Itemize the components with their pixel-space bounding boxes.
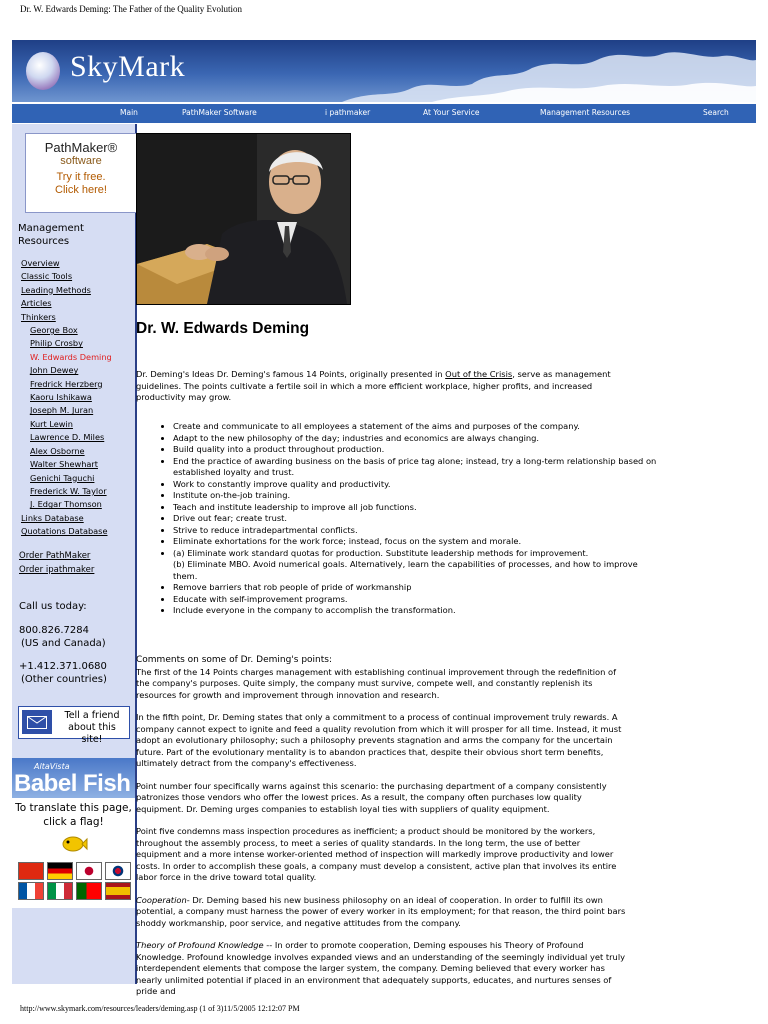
nav-management-resources[interactable]: Management Resources: [540, 108, 631, 117]
point-item: [173, 582, 661, 594]
sidebar-link-john-dewey[interactable]: John Dewey: [30, 365, 79, 376]
flag-japan-icon[interactable]: [76, 862, 102, 880]
point-text: Create and communicate to all employees a statement of the aims and purposes of the company.: [173, 421, 580, 431]
point-text: Educate with self-improvement programs.: [173, 593, 348, 604]
out-of-the-crisis-link[interactable]: Out of the Crisis: [445, 369, 513, 379]
point-item: [173, 513, 661, 525]
sidebar-link-articles[interactable]: Articles: [21, 298, 52, 309]
sidebar-link-quotations-database[interactable]: Quotations Database: [21, 526, 108, 537]
sidebar-link-frederick-w-taylor[interactable]: Frederick W. Taylor: [30, 485, 107, 496]
intro-text-2: , serve as management guidelines. The points cultivate a fertile soil in which a more efficient workplace, higher profits, and increased productivity may grow.: [136, 369, 611, 402]
point-text: Drive out fear; create trust.: [173, 513, 288, 523]
sidebar-link-genichi-taguchi[interactable]: Genichi Taguchi: [30, 472, 95, 483]
comment-paragraph-3: Point number four specifically warns against this scenario: the purchasing department of a company consistently patronizes those vendors who offer the lowest prices. As a result, the company often purchases low quality equipment. Dr. Deming urges companies to establish loyal ties with suppliers of quality equipment.: [136, 780, 607, 814]
point-text: (a) Eliminate work standard quotas for production. Substitute leadership methods for improvement.: [173, 547, 589, 558]
order-links: [19, 549, 94, 577]
comments-section: [136, 655, 626, 1009]
flag-germany-icon[interactable]: [47, 862, 73, 880]
sidebar-links: [21, 257, 112, 539]
flag-italy-icon[interactable]: [47, 882, 73, 900]
order-pathmaker-link[interactable]: Order PathMaker: [19, 551, 91, 561]
sidebar-link-leading-methods[interactable]: Leading Methods: [21, 284, 91, 295]
point-item: [173, 444, 661, 456]
moon-logo-icon: [26, 52, 60, 90]
point-text-sub: (b) Eliminate MBO. Avoid numerical goals. Alternatively, learn the capabilities of processes, and how to improve them.: [173, 559, 638, 581]
sidebar-link-george-box[interactable]: George Box: [30, 325, 78, 336]
sidebar-link-kurt-lewin[interactable]: Kurt Lewin: [30, 418, 73, 429]
flag-france-icon[interactable]: [18, 882, 44, 900]
order-ipathmaker-link[interactable]: Order ipathmaker: [19, 565, 95, 575]
phone-us: 800.826.7284: [19, 625, 89, 636]
point-text: Work to constantly improve quality and productivity.: [173, 478, 391, 489]
point-item: [173, 605, 661, 617]
phone-intl-note: (Other countries): [21, 674, 107, 685]
site-banner: [12, 40, 756, 102]
site-logo[interactable]: SkyMark: [70, 50, 186, 83]
point-item: [173, 594, 661, 606]
tell-friend-line-1: Tell a friend: [64, 710, 120, 721]
sidebar-heading-2: Resources: [18, 236, 70, 247]
point-item: [173, 490, 661, 502]
babel-line-2: click a flag!: [43, 816, 104, 828]
babel-line-1: To translate this page,: [15, 802, 132, 814]
nav-pathmaker-software[interactable]: PathMaker Software: [182, 108, 257, 117]
point-text: Eliminate exhortations for the work force; instead, focus on the system and morale.: [173, 536, 522, 546]
sidebar-link-lawrence-d-miles[interactable]: Lawrence D. Miles: [30, 432, 105, 443]
comment-6-text: -- In order to promote cooperation, Deming espouses his Theory of Profound Knowledge. Profound knowledge involves expanded views and an understanding of the seemingly individual yet truly interdependent elements that compose the larger system, the company. Deming believed that every worker has nearly unlimited potential if placed in an environment that adequately supports, educates, and nurtures senses of pride and: [136, 940, 626, 996]
page-title: Dr. W. Edwards Deming: [136, 320, 310, 337]
point-item: [173, 421, 661, 433]
phone-intl: +1.412.371.0680: [19, 661, 107, 672]
point-text: End the practice of awarding business on the basis of price tag alone; instead, try a long-term relationship based on established loyalty and trust.: [173, 455, 657, 477]
point-item: [173, 502, 661, 514]
intro-paragraph: [136, 369, 624, 404]
sidebar: [12, 124, 137, 984]
nav-main[interactable]: Main: [120, 108, 138, 117]
comment-paragraph-6: [136, 940, 626, 998]
sidebar-link-overview[interactable]: Overview: [21, 258, 60, 268]
point-item: [173, 433, 661, 445]
comments-heading: Comments on some of Dr. Deming's points:: [136, 655, 332, 665]
comment-paragraph-4: Point five condemns mass inspection procedures as inefficient; a product should be monitored by the workers, throughout the assembly process, to meet a series of quality standards. In the long term, the use of better equipment and a more intense worker-oriented method of inspection will markedly improve productivity and lower costs. In order to accomplish these goals, a company must develop a consistent, active plan that involves its entire labor force in the drive toward total quality.: [136, 826, 617, 882]
tell-friend-line-2: about this site!: [68, 722, 116, 745]
nav-ipathmaker[interactable]: i pathmaker: [325, 108, 371, 117]
phone-us-note: (US and Canada): [21, 638, 106, 649]
point-text: Build quality into a product throughout production.: [173, 444, 385, 454]
print-header: Dr. W. Edwards Deming: The Father of the Quality Evolution: [20, 4, 243, 14]
comment-paragraph-1: The first of the 14 Points charges management with establishing continual improvement through the redefinition of the company's purposes. Quite simply, the company must survive, compete well, and constantly replenish its resources for growth and improvement through innovation and research.: [136, 666, 617, 700]
point-item: [173, 548, 661, 583]
sidebar-link-joseph-m-juran[interactable]: Joseph M. Juran: [30, 405, 94, 416]
point-item: [173, 536, 661, 548]
point-text: Strive to reduce intradepartmental conflicts.: [173, 524, 358, 535]
babel-brand: AltaVista: [34, 762, 70, 771]
ad-line-2: software: [60, 155, 102, 167]
sidebar-link-links-database[interactable]: Links Database: [21, 512, 84, 523]
ad-line-4: Click here!: [55, 184, 107, 196]
sidebar-link-classic-tools[interactable]: Classic Tools: [21, 271, 73, 282]
ad-line-3: Try it free.: [56, 171, 106, 183]
nav-search[interactable]: Search: [703, 108, 729, 117]
point-item: [173, 456, 661, 479]
fish-icon: [60, 834, 88, 854]
flag-portugal-icon[interactable]: [76, 882, 102, 900]
intro-lead: Dr. Deming's Ideas: [136, 369, 215, 379]
comment-paragraph-2: In the fifth point, Dr. Deming states that only a commitment to a process of continual improvement truly rewards. A company cannot expect to ignite and feed a quality revolution from which it will prosper for all time. Instead, it must adopt an evolutionary philosophy; such a philosophy prevents stagnation and arms the company for the uncertain future. Part of the evolutionary mentality is to abandon practices that, despite their obvious short term benefits, ultimately detract from the company's effectiveness.: [136, 712, 622, 768]
comment-5-text: - Dr. Deming based his new business philosophy on an ideal of cooperation. In order to fulfill its own potential, a company must harness the power of every worker in its employment; for that reason, the third point bars shoddy workmanship, poor service, and negative attitudes from the company.: [136, 894, 626, 928]
point-item: [173, 479, 661, 491]
portrait-illustration: [137, 134, 350, 304]
tell-a-friend-button[interactable]: [18, 706, 130, 745]
flag-korea-icon[interactable]: [105, 862, 131, 880]
point-item: [173, 525, 661, 537]
point-text: Include everyone in the company to accomplish the transformation.: [173, 605, 456, 615]
ad-line-1: PathMaker®: [44, 140, 118, 155]
point-text: Teach and institute leadership to improve all job functions.: [173, 501, 417, 512]
intro-text-1: Dr. Deming's famous 14 Points, originally presented in: [214, 369, 446, 379]
flag-china-icon[interactable]: [18, 862, 44, 880]
sidebar-link-kaoru-ishikawa[interactable]: Kaoru Ishikawa: [30, 392, 92, 403]
top-nav: [12, 104, 756, 123]
sidebar-link-alex-osborne[interactable]: Alex Osborne: [30, 445, 85, 456]
cooperation-label: Cooperation: [136, 894, 187, 905]
sidebar-link-thinkers[interactable]: Thinkers: [21, 311, 56, 322]
pathmaker-ad[interactable]: [25, 133, 137, 213]
profound-knowledge-label: Theory of Profound Knowledge: [136, 940, 264, 950]
flag-spain-icon[interactable]: [105, 882, 131, 900]
sidebar-link-fredrick-herzberg[interactable]: Fredrick Herzberg: [30, 378, 103, 389]
comment-paragraph-5: [136, 895, 626, 930]
sidebar-link-philip-crosby[interactable]: Philip Crosby: [30, 338, 83, 349]
fourteen-points-list: [136, 421, 661, 617]
point-text: Remove barriers that rob people of pride of workmanship: [173, 582, 412, 592]
envelope-icon: [22, 710, 52, 734]
deming-portrait: [136, 133, 351, 305]
nav-at-your-service[interactable]: At Your Service: [423, 108, 480, 117]
babel-fish-header: [12, 758, 135, 798]
sidebar-link-walter-shewhart[interactable]: Walter Shewhart: [30, 459, 98, 470]
sidebar-link-w-edwards-deming[interactable]: W. Edwards Deming: [30, 351, 112, 362]
sidebar-heading-1: Management: [18, 223, 84, 234]
point-text: Institute on-the-job training.: [173, 490, 291, 500]
print-footer: http://www.skymark.com/resources/leaders/deming.asp (1 of 3)11/5/2005 12:12:07 PM: [20, 1004, 300, 1013]
babel-fish-widget: [12, 758, 135, 908]
sidebar-link-j-edgar-thomson[interactable]: J. Edgar Thomson: [30, 499, 102, 510]
point-text: Adapt to the new philosophy of the day; industries and economics are always changing.: [173, 432, 540, 443]
babel-name: Babel Fish: [14, 770, 131, 797]
call-today-label: Call us today:: [19, 601, 87, 612]
